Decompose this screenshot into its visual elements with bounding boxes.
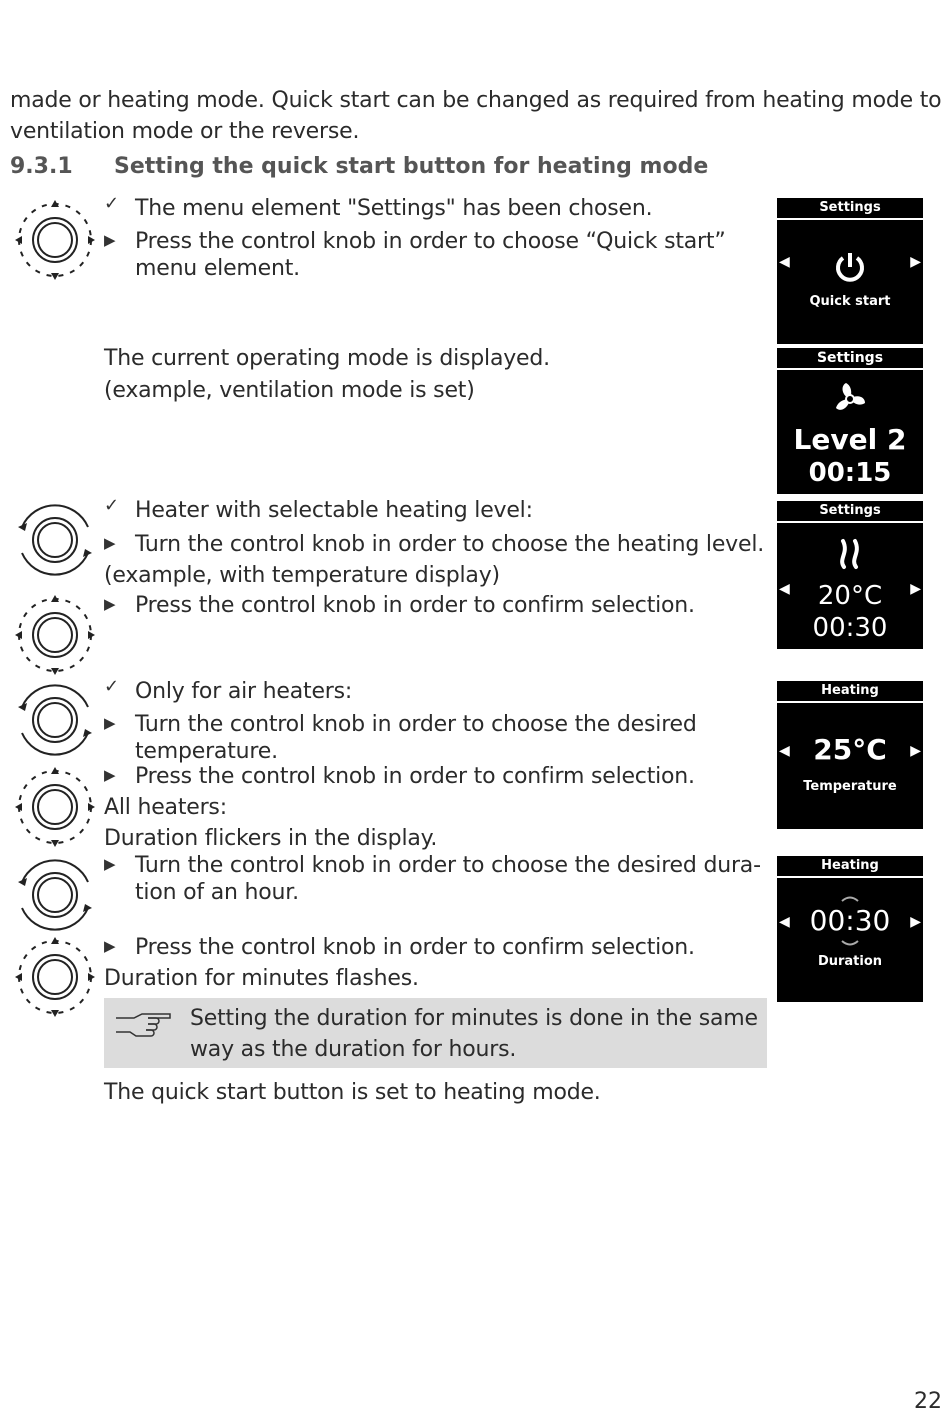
note-text: Setting the duration for minutes is done in the same	[190, 1006, 758, 1031]
bullet-icon: ▶	[104, 714, 116, 732]
bullet-icon: ▶	[104, 937, 116, 955]
step-text: Press the control knob in order to confirm selection.	[135, 764, 695, 789]
bullet-icon: ▶	[104, 231, 116, 249]
arrow-left-icon: ◀	[779, 914, 790, 930]
step-text: Press the control knob in order to confirm selection.	[135, 935, 695, 960]
step-text: (example, ventilation mode is set)	[104, 378, 475, 403]
display-title: Settings	[777, 198, 923, 220]
step-text: Only for air heaters:	[135, 679, 353, 704]
display-title: Settings	[777, 348, 923, 370]
bullet-icon: ▶	[104, 534, 116, 552]
press-knob-icon	[12, 934, 98, 1020]
display-label: Quick start	[809, 294, 891, 309]
flicker-top-icon	[840, 894, 860, 902]
step-text: All heaters:	[104, 795, 227, 820]
note-box	[104, 998, 767, 1068]
display-level-value: Level 2	[793, 423, 907, 456]
check-icon: ✓	[104, 676, 120, 697]
bullet-icon: ▶	[104, 855, 116, 873]
press-knob-icon	[12, 197, 98, 283]
step-text: The menu element "Settings" has been chosen.	[135, 196, 653, 221]
turn-knob-icon	[12, 497, 98, 583]
turn-knob-icon	[12, 852, 98, 938]
step-text: temperature.	[135, 739, 278, 764]
display-title: Heating	[777, 681, 923, 703]
step-text: Duration for minutes flashes.	[104, 966, 419, 991]
intro-line-2: ventilation mode or the reverse.	[10, 119, 360, 144]
heat-icon	[835, 535, 865, 571]
step-text: Press the control knob in order to choose “Quick start”	[135, 229, 726, 254]
bullet-icon: ▶	[104, 766, 116, 784]
arrow-right-icon: ▶	[910, 743, 921, 759]
turn-knob-icon	[12, 677, 98, 763]
press-knob-icon	[12, 764, 98, 850]
flicker-bottom-icon	[840, 940, 860, 948]
step-text: Heater with selectable heating level:	[135, 498, 533, 523]
section-number: 9.3.1	[10, 154, 73, 179]
arrow-right-icon: ▶	[910, 914, 921, 930]
display-temperature	[777, 681, 923, 829]
step-text: menu element.	[135, 256, 300, 281]
note-text: way as the duration for hours.	[190, 1037, 517, 1062]
display-temp: 20°C	[817, 581, 883, 611]
press-knob-icon	[12, 592, 98, 678]
check-icon: ✓	[104, 193, 120, 214]
power-icon	[833, 250, 867, 284]
final-text: The quick start button is set to heating mode.	[104, 1080, 601, 1105]
step-text: The current operating mode is displayed.	[104, 346, 550, 371]
display-duration	[777, 856, 923, 1002]
display-time: 00:30	[812, 613, 888, 643]
display-label: Temperature	[803, 779, 897, 794]
display-value: 00:30	[809, 904, 891, 937]
display-quick-start	[777, 198, 923, 344]
step-text: Turn the control knob in order to choose the heating level.	[135, 532, 765, 557]
arrow-right-icon: ▶	[910, 254, 921, 270]
arrow-left-icon: ◀	[779, 743, 790, 759]
display-label: Duration	[817, 954, 883, 969]
display-heat-level	[777, 501, 923, 649]
step-text: Turn the control knob in order to choose the desired dura-	[135, 853, 761, 878]
step-text: tion of an hour.	[135, 880, 299, 905]
display-value: 25°C	[813, 733, 887, 766]
step-text: Duration flickers in the display.	[104, 826, 438, 851]
fan-icon	[832, 380, 868, 418]
step-text: Press the control knob in order to confirm selection.	[135, 593, 695, 618]
page-number: 22	[914, 1389, 942, 1414]
section-title: Setting the quick start button for heating mode	[114, 154, 709, 179]
bullet-icon: ▶	[104, 595, 116, 613]
arrow-left-icon: ◀	[779, 254, 790, 270]
display-level	[777, 348, 923, 494]
step-text: (example, with temperature display)	[104, 563, 500, 588]
arrow-right-icon: ▶	[910, 581, 921, 597]
arrow-left-icon: ◀	[779, 581, 790, 597]
display-title: Heating	[777, 856, 923, 878]
display-title: Settings	[777, 501, 923, 523]
step-text: Turn the control knob in order to choose the desired	[135, 712, 697, 737]
check-icon: ✓	[104, 495, 120, 516]
display-time: 00:15	[808, 458, 892, 488]
pointing-hand-icon	[114, 1008, 174, 1038]
intro-line-1: made or heating mode. Quick start can be changed as required from heating mode to	[10, 88, 942, 113]
